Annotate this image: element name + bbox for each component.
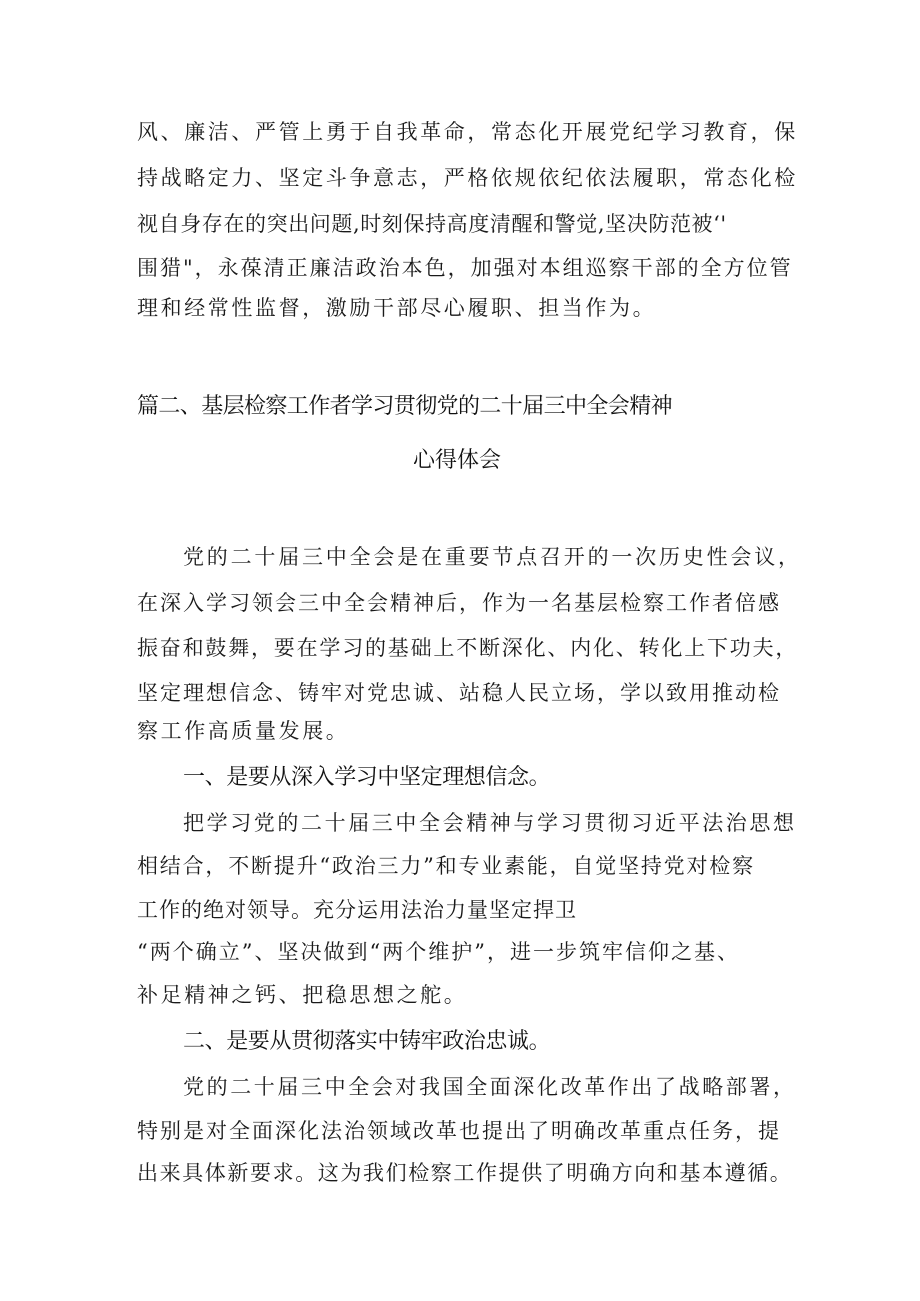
article-title-line-2: 心得体会 — [413, 448, 502, 473]
section1-line-5: 补足精神之钙、把稳思想之舵。 — [137, 983, 468, 1007]
section2-heading: 二、是要从贯彻落实中铸牢政治忠诚。 — [183, 1029, 551, 1054]
section1-heading: 一、是要从深入学习中坚定理想信念。 — [183, 765, 551, 790]
intro-line-5: 理和经常性监督，激励干部尽心履职、担当作为。 — [137, 296, 657, 320]
section2-line-1: 党的二十届三中全会对我国全面深化改革作出了战略部署， — [183, 1075, 797, 1099]
para1-line-1: 党的二十届三中全会是在重要节点召开的一次历史性会议， — [183, 545, 802, 569]
section2-line-3: 出来具体新要求。这为我们检察工作提供了明确方向和基本遵循。 — [137, 1161, 793, 1185]
article-title-line-1: 篇二、基层检察工作者学习贯彻党的二十届三中全会精神 — [137, 394, 673, 419]
intro-line-4: 围猎"，永葆清正廉洁政治本色，加强对本组巡察干部的全方位管 — [137, 256, 793, 280]
section1-line-1: 把学习党的二十届三中全会精神与学习贯彻习近平法治思想 — [183, 811, 797, 835]
section1-line-4: “两个确立”、坚决做到“两个维护”，进一步筑牢信仰之基、 — [137, 940, 740, 964]
section1-line-2: 相结合，不断提升“政治三力”和专业素能，自觉坚持党对检察 — [137, 854, 755, 878]
section2-line-2: 特别是对全面深化法治领域改革也提出了明确改革重点任务，提 — [137, 1119, 781, 1143]
intro-line-1: 风、廉洁、严管上勇于自我革命，常态化开展党纪学习教育，保 — [137, 120, 798, 144]
para1-line-4: 坚定理想信念、铸牢对党忠诚、站稳人民立场，学以致用推动检 — [137, 681, 781, 705]
section1-line-3: 工作的绝对领导。充分运用法治力量坚定捍卫 — [137, 898, 577, 922]
intro-line-3: 视自身存在的突出问题,时刻保持高度清醒和警觉,坚决防范被‘' — [137, 212, 727, 236]
para1-line-2: 在深入学习领会三中全会精神后，作为一名基层检察工作者倍感 — [137, 591, 781, 615]
para1-line-5: 察工作高质量发展。 — [137, 719, 350, 743]
intro-line-2: 持战略定力、坚定斗争意志，严格依规依纪依法履职，常态化检 — [137, 166, 798, 190]
para1-line-3: 振奋和鼓舞，要在学习的基础上不断深化、内化、转化上下功夫， — [137, 636, 799, 660]
